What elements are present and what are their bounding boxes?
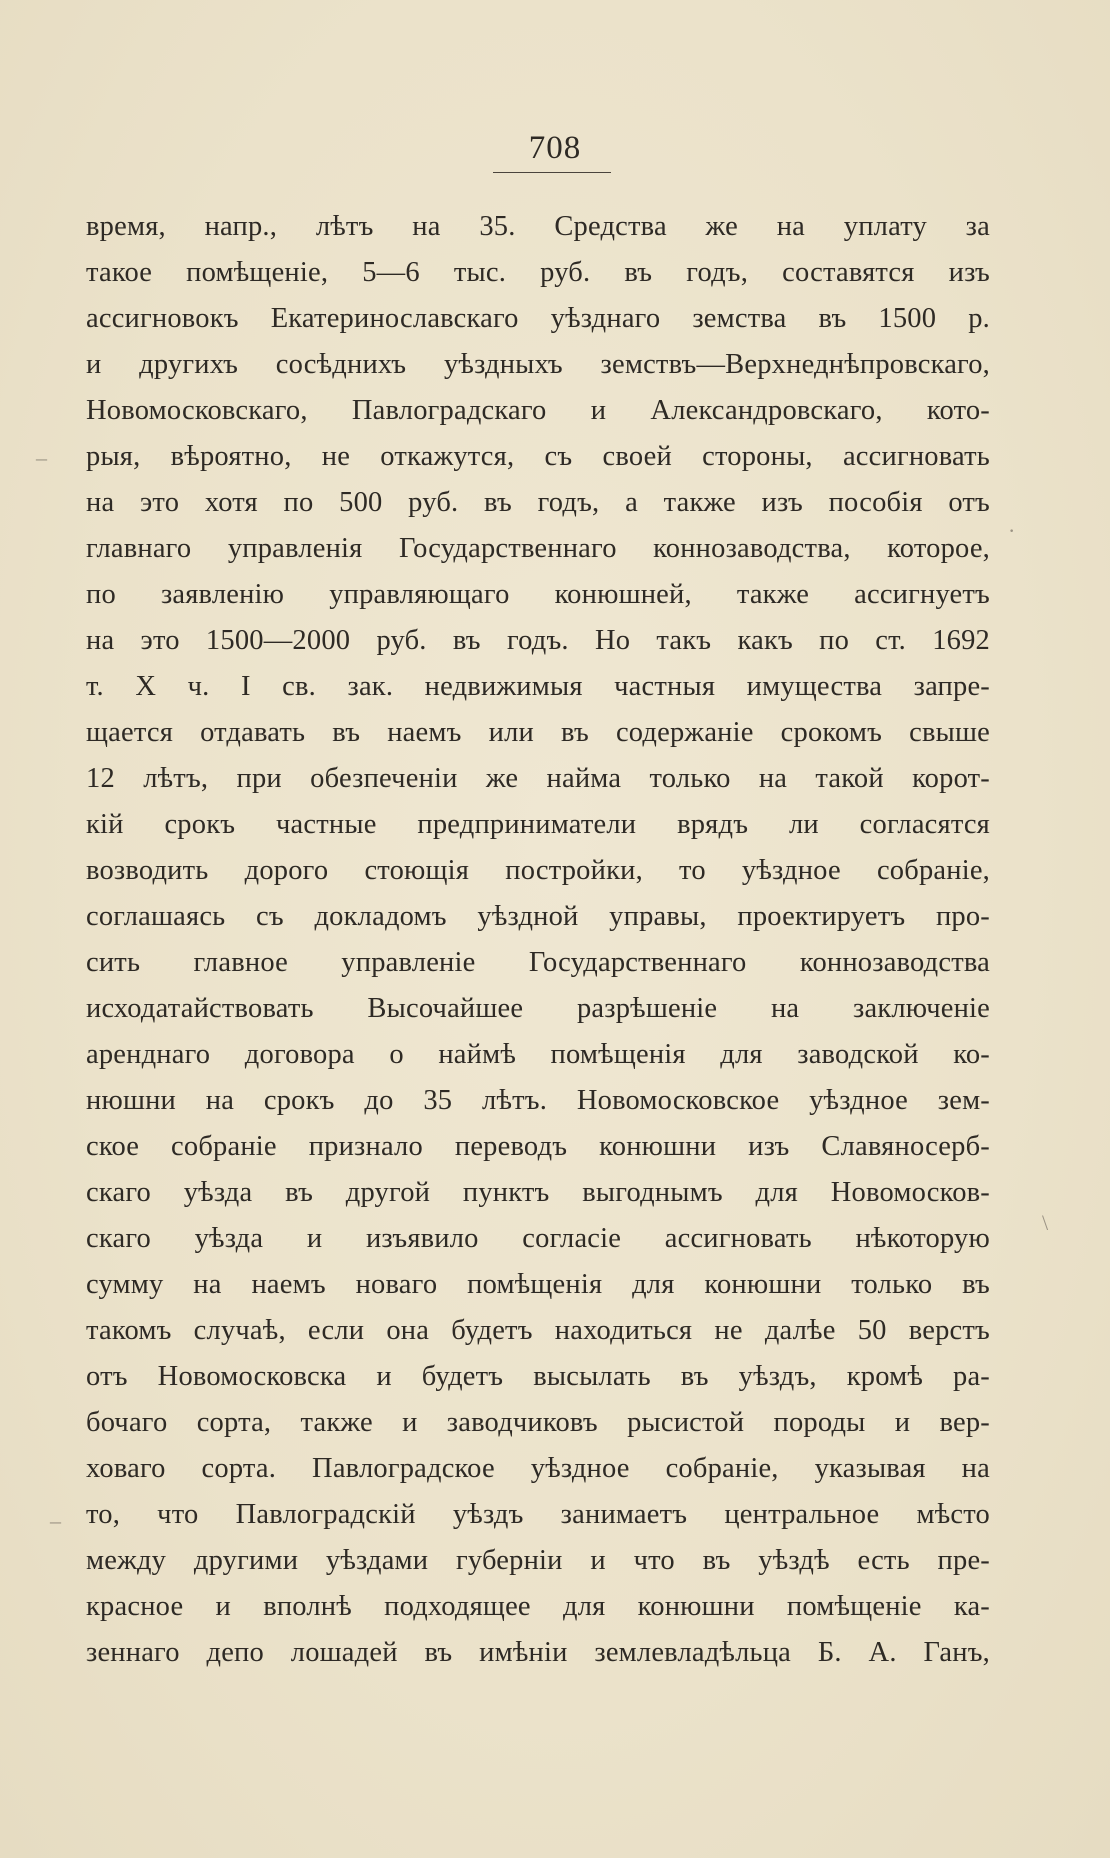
text-line: такое помѣщеніе, 5—6 тыс. руб. въ годъ, составятся изъ (86, 257, 990, 288)
text-line: ассигновокъ Екатеринославскаго уѣзднаго земства въ 1500 р. (86, 303, 990, 334)
margin-mark: – (50, 1508, 61, 1533)
margin-mark: · (1008, 518, 1016, 543)
text-line: кій срокъ частные предприниматели врядъ ли согласятся (86, 809, 990, 840)
text-line: на это 1500—2000 руб. въ годъ. Но такъ какъ по ст. 1692 (86, 625, 990, 656)
text-line: ховаго сорта. Павлоградское уѣздное собраніе, указывая на (86, 1453, 990, 1484)
text-line: время, напр., лѣтъ на 35. Средства же на уплату за (86, 211, 990, 242)
text-line: рыя, вѣроятно, не откажутся, съ своей стороны, ассигновать (86, 441, 990, 472)
text-line: т. X ч. I св. зак. недвижимыя частныя имущества запре- (86, 671, 990, 702)
text-line: и другихъ сосѣднихъ уѣздныхъ земствъ—Верхнеднѣпровскаго, (86, 349, 990, 380)
text-line: красное и вполнѣ подходящее для конюшни помѣщеніе ка- (86, 1591, 990, 1622)
text-line: отъ Новомосковска и будетъ высылать въ уѣздъ, кромѣ ра- (86, 1361, 990, 1392)
page-number-rule (493, 172, 611, 173)
text-line: главнаго управленія Государственнаго коннозаводства, которое, (86, 533, 990, 564)
text-line: бочаго сорта, также и заводчиковъ рысистой породы и вер- (86, 1407, 990, 1438)
text-line: аренднаго договора о наймѣ помѣщенія для заводской ко- (86, 1039, 990, 1070)
margin-mark: \ (1042, 1210, 1049, 1235)
text-line: между другими уѣздами губерніи и что въ уѣздѣ есть пре- (86, 1545, 990, 1576)
text-line: скаго уѣзда въ другой пунктъ выгоднымъ для Новомосков- (86, 1177, 990, 1208)
text-line: по заявленію управляющаго конюшней, также ассигнуетъ (86, 579, 990, 610)
text-line: то, что Павлоградскій уѣздъ занимаетъ центральное мѣсто (86, 1499, 990, 1530)
text-line: сумму на наемъ новаго помѣщенія для конюшни только въ (86, 1269, 990, 1300)
text-line: нюшни на срокъ до 35 лѣтъ. Новомосковское уѣздное зем- (86, 1085, 990, 1116)
text-line: исходатайствовать Высочайшее разрѣшеніе на заключеніе (86, 993, 990, 1024)
text-line: Новомосковскаго, Павлоградскаго и Александровскаго, кото- (86, 395, 990, 426)
text-line: скаго уѣзда и изъявило согласіе ассигновать нѣкоторую (86, 1223, 990, 1254)
margin-mark: – (36, 445, 47, 470)
page-number: 708 (528, 130, 582, 166)
body-text (86, 204, 990, 1676)
text-line: такомъ случаѣ, если она будетъ находиться не далѣе 50 верстъ (86, 1315, 990, 1346)
text-line: зеннаго депо лошадей въ имѣніи землевладѣльца Б. А. Ганъ, (86, 1637, 990, 1668)
text-line: на это хотя по 500 руб. въ годъ, а также изъ пособія отъ (86, 487, 990, 518)
text-line: сить главное управленіе Государственнаго коннозаводства (86, 947, 990, 978)
text-line: возводить дорого стоющія постройки, то уѣздное собраніе, (86, 855, 990, 886)
text-line: щается отдавать въ наемъ или въ содержаніе срокомъ свыше (86, 717, 990, 748)
text-line: ское собраніе признало переводъ конюшни изъ Славяносерб- (86, 1131, 990, 1162)
text-line: соглашаясь съ докладомъ уѣздной управы, проектируетъ про- (86, 901, 990, 932)
text-line: 12 лѣтъ, при обезпеченіи же найма только на такой корот- (86, 763, 990, 794)
